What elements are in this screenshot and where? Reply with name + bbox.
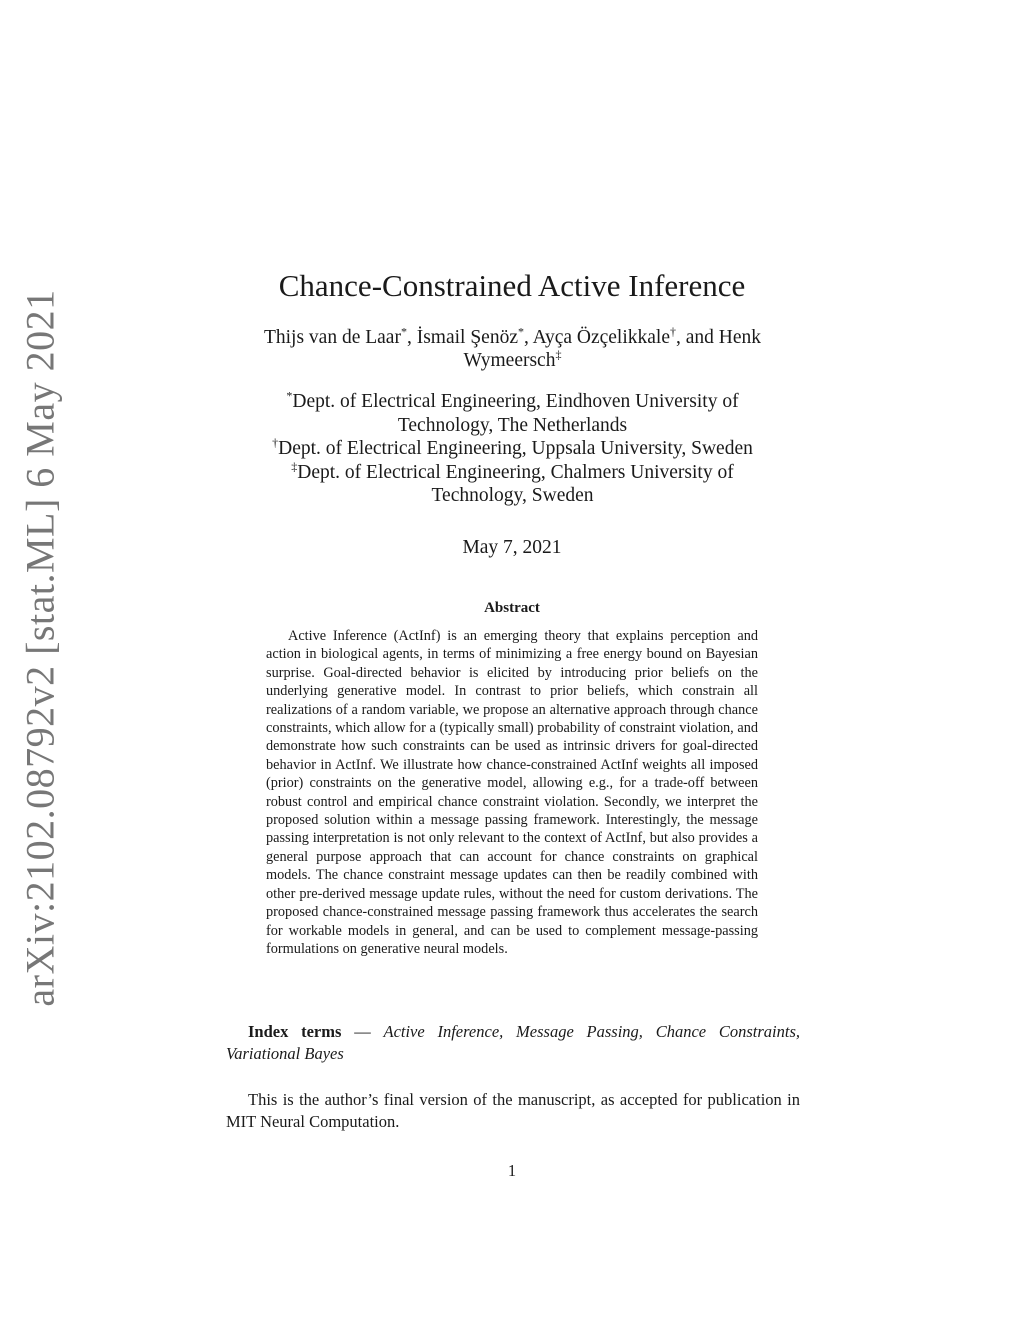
date: May 7, 2021 [462,537,562,558]
author-text: Thijs van de Laar [263,327,401,348]
affiliation: †Dept. of Electrical Engineering, Uppsala University, Sweden [272,435,753,459]
author-text: Wymeersch [463,350,556,371]
page-number: 1 [507,1161,517,1180]
abstract-text: Active Inference (ActInf) is an emerging theory that explains perception and action in biological agents, in terms of minimizing a free energy bound on Bayesian surprise. Goal-directed behavior is elicited by introducing prior beliefs on the underlying generative model. In contrast to prior beliefs, which constrain all realizations of a random variable, we propose an alternative approach through chance constraints, which allow for a (typically small) probability of constraint violation, and demonstrate how such constraints can be used as intrinsic drivers for goal-directed behavior in ActInf. We illustrate how chance-constrained ActInf weights all imposed (prior) constraints on the generative model, allowing e.g., for a trade-off between robust control and empirical chance constraint violation. Secondly, we interpret the proposed solution within a message passing framework. Interestingly, the message passing interpretation is not only relevant to the context of ActInf, but also provides a general purpose approach that can account for chance constraints on graphical models. The chance constraint message updates can then be readily combined with other pre-derived message update rules, without the need for custom derivations. The proposed chance-constrained message passing framework thus accelerates the search for workable models in general, and can be used to complement message-passing formulations on generative neural models. [266,628,758,957]
index-terms [226,1021,800,1064]
author-text: , İsmail Şenöz [406,327,518,348]
publication-note: This is the author’s final version of the manuscript, as accepted for publication in MIT Neural Computation. [226,1090,800,1131]
author-text: , Ayça Özçelikkale [523,327,670,348]
affil-mark: ‡ [555,347,562,362]
affil-mark: † [670,324,676,339]
index-terms-keywords: Active Inference, Message Passing, Chance Constraints, Variational Bayes [226,1022,801,1063]
affiliation: *Dept. of Electrical Engineering, Eindhoven University of Technology, The Netherlands [286,388,739,436]
index-terms-label: Index terms [248,1022,342,1041]
paper-title: Chance-Constrained Active Inference [278,268,746,303]
affil-mark: * [517,324,524,339]
abstract-heading: Abstract [484,600,540,616]
author-list [225,326,800,372]
index-terms-separator: — [341,1022,384,1041]
arxiv-stamp-text: arXiv:2102.08792v2 [stat.ML] 6 May 2021 [17,289,63,1007]
affil-mark: * [400,324,407,339]
affiliations [225,390,800,508]
affiliation: ‡Dept. of Electrical Engineering, Chalmers University of Technology, Sweden [291,459,734,506]
author-text: , and Henk [676,327,762,348]
